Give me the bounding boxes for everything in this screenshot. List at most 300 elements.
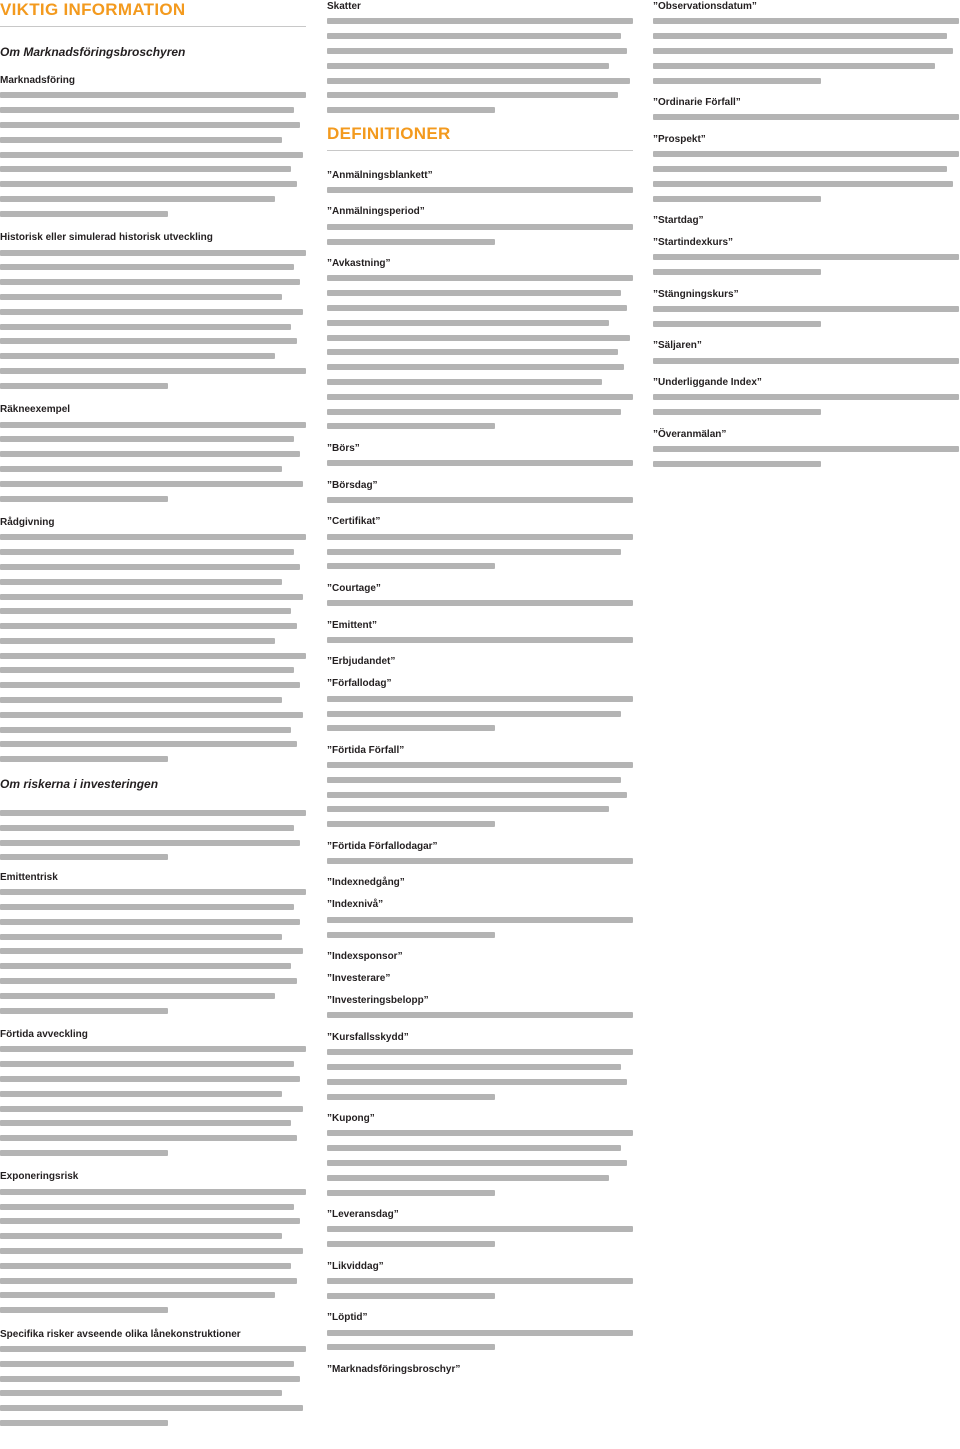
section-body [0, 245, 306, 393]
unread-text-bar [0, 196, 275, 202]
unread-text-line [327, 404, 633, 419]
section-body [0, 530, 306, 767]
definition-item [327, 442, 633, 471]
risk-section-title: Specifika risker avseende olika lånekonstruktioner [0, 1328, 241, 1340]
unread-text-bar [0, 653, 306, 659]
unread-text-line [0, 1131, 306, 1146]
unread-text-bar [327, 63, 609, 69]
definitions-heading: DEFINITIONER [327, 123, 451, 143]
definition-item [327, 1363, 633, 1377]
unread-text-line [327, 73, 633, 88]
unread-text-line [0, 364, 306, 379]
section-title: Räkneexempel [0, 404, 71, 416]
unread-text-line [327, 706, 633, 721]
unread-text-bar [0, 368, 306, 374]
definition-term: ”Marknadsföringsbroschyr” [327, 1363, 461, 1375]
definition-body [327, 596, 633, 611]
unread-text-bar [327, 762, 633, 768]
section-heading: VIKTIG INFORMATION [0, 0, 186, 19]
unread-text-bar [327, 1145, 621, 1151]
definition-term: ”Emittent” [327, 619, 377, 631]
unread-text-line [0, 619, 306, 634]
unread-text-line [0, 820, 306, 835]
unread-text-bar [0, 727, 291, 733]
definition-item [653, 133, 959, 206]
definition-term: ”Startindexkurs” [653, 236, 734, 248]
unread-text-bar [0, 1150, 168, 1156]
definition-item [327, 257, 633, 434]
unread-text-bar [0, 309, 303, 315]
unread-text-line [327, 271, 633, 286]
unread-text-bar [0, 889, 306, 895]
unread-text-line [0, 1371, 306, 1386]
section-title: Historisk eller simulerad historisk utveckling [0, 232, 213, 244]
unread-text-bar [327, 777, 621, 783]
unread-text-bar [653, 48, 953, 54]
unread-text-bar [327, 349, 618, 355]
unread-text-bar [0, 481, 303, 487]
definition-item [327, 1311, 633, 1355]
definition-item [327, 677, 633, 735]
unread-text-bar [0, 1346, 306, 1352]
unread-text-line [327, 1237, 633, 1252]
definition-item [653, 376, 959, 420]
definition-body [327, 912, 633, 942]
tax-title: Skatter [327, 1, 361, 12]
definition-item [327, 169, 633, 198]
unread-text-bar [327, 1330, 633, 1336]
unread-text-bar [0, 1278, 297, 1284]
unread-text-line [0, 1072, 306, 1087]
unread-text-bar [327, 305, 627, 311]
unread-text-bar [653, 321, 821, 327]
tax-body [327, 14, 633, 118]
unread-text-bar [0, 549, 294, 555]
definition-item [653, 236, 959, 280]
unread-text-line [327, 88, 633, 103]
unread-text-bar [0, 1233, 282, 1239]
unread-text-line [327, 219, 633, 234]
risk-intro-body [0, 806, 306, 865]
unread-text-line [327, 927, 633, 942]
unread-text-line [653, 191, 959, 206]
unread-text-bar [0, 810, 306, 816]
unread-text-bar [0, 854, 168, 860]
unread-text-line [0, 1303, 306, 1318]
unread-text-bar [0, 840, 300, 846]
unread-text-bar [0, 107, 294, 113]
unread-text-bar [327, 497, 633, 503]
unread-text-bar [0, 1263, 291, 1269]
unread-text-bar [0, 338, 297, 344]
definition-item [327, 840, 633, 869]
unread-text-bar [327, 725, 495, 731]
definition-body [653, 353, 959, 368]
unread-text-bar [0, 422, 306, 428]
definition-item [327, 994, 633, 1023]
unread-text-line [0, 432, 306, 447]
definition-term: ”Förfallodag” [327, 678, 392, 690]
definition-body [327, 493, 633, 508]
unread-text-bar [0, 181, 297, 187]
definition-body [327, 529, 633, 573]
unread-text-line [0, 417, 306, 432]
section-title: Rådgivning [0, 516, 55, 528]
unread-text-bar [327, 1094, 495, 1100]
definition-item [327, 582, 633, 611]
unread-text-line [0, 1401, 306, 1416]
unread-text-line [327, 1141, 633, 1156]
unread-text-bar [327, 1130, 633, 1136]
unread-text-line [0, 1086, 306, 1101]
unread-text-line [327, 1060, 633, 1075]
unread-text-bar [0, 1390, 282, 1396]
definition-term: ”Indexnedgång” [327, 877, 405, 889]
unread-text-bar [0, 1008, 168, 1014]
unread-text-line [0, 334, 306, 349]
section-body [0, 417, 306, 506]
definition-body [653, 302, 959, 332]
unread-text-bar [0, 152, 303, 158]
unread-text-line [327, 633, 633, 648]
unread-text-line [0, 663, 306, 678]
unread-text-bar [653, 196, 821, 202]
risk-section-body [0, 1342, 306, 1431]
unread-text-line [0, 103, 306, 118]
unread-text-bar [0, 1405, 303, 1411]
unread-text-line [327, 14, 633, 29]
unread-text-line [653, 73, 959, 88]
unread-text-bar [327, 917, 633, 923]
unread-text-line [0, 988, 306, 1003]
unread-text-line [327, 183, 633, 198]
unread-text-line [0, 589, 306, 604]
unread-text-line [0, 560, 306, 575]
unread-text-bar [653, 409, 821, 415]
definition-term: ”Indexsponsor” [327, 951, 403, 963]
unread-text-line [0, 290, 306, 305]
unread-text-bar [327, 1175, 609, 1181]
unread-text-bar [327, 637, 633, 643]
unread-text-line [327, 103, 633, 118]
unread-text-bar [0, 756, 168, 762]
unread-text-line [0, 1042, 306, 1057]
unread-text-bar [327, 1079, 627, 1085]
unread-text-bar [653, 269, 821, 275]
section-title: Marknadsföring [0, 75, 76, 86]
unread-text-line [0, 1214, 306, 1229]
definition-item [327, 898, 633, 942]
definition-body [327, 1222, 633, 1252]
unread-text-bar [0, 1091, 282, 1097]
unread-text-bar [0, 919, 300, 925]
risk-section-body [0, 885, 306, 1018]
unread-text-line [0, 974, 306, 989]
unread-text-bar [327, 711, 621, 717]
unread-text-line [327, 691, 633, 706]
unread-text-bar [327, 460, 633, 466]
unread-text-bar [653, 33, 947, 39]
unread-text-line [0, 944, 306, 959]
unread-text-bar [327, 394, 633, 400]
unread-text-line [0, 914, 306, 929]
unread-text-line [327, 1126, 633, 1141]
unread-text-bar [0, 825, 294, 831]
unread-text-line [0, 206, 306, 221]
unread-text-bar [0, 1106, 303, 1112]
definition-term: ”Likviddag” [327, 1260, 384, 1272]
unread-text-line [0, 707, 306, 722]
unread-text-bar [0, 211, 168, 217]
column-2 [327, 0, 633, 1385]
definition-item [327, 1112, 633, 1200]
unread-text-bar [327, 821, 495, 827]
unread-text-bar [653, 446, 959, 452]
risk-section [0, 1328, 306, 1431]
definition-body [327, 633, 633, 648]
unread-text-line [653, 110, 959, 125]
definition-item [327, 1260, 633, 1304]
unread-text-line [327, 544, 633, 559]
definition-body [327, 691, 633, 735]
unread-text-line [327, 286, 633, 301]
unread-text-bar [327, 563, 495, 569]
unread-text-line [0, 678, 306, 693]
unread-text-line [653, 353, 959, 368]
unread-text-line [0, 835, 306, 850]
unread-text-line [0, 275, 306, 290]
unread-text-line [0, 1258, 306, 1273]
definition-body [327, 758, 633, 832]
unread-text-bar [0, 353, 275, 359]
unread-text-line [327, 1274, 633, 1289]
definition-item [327, 205, 633, 249]
unread-text-line [653, 44, 959, 59]
unread-text-bar [653, 166, 947, 172]
definition-item [327, 619, 633, 648]
unread-text-bar [0, 451, 300, 457]
unread-text-bar [327, 18, 633, 24]
unread-text-bar [327, 549, 621, 555]
unread-text-line [327, 559, 633, 574]
unread-text-bar [327, 1012, 633, 1018]
unread-text-line [0, 752, 306, 767]
definition-term: ”Löptid” [327, 1312, 368, 1324]
unread-text-line [653, 147, 959, 162]
unread-text-line [653, 456, 959, 471]
unread-text-bar [0, 496, 168, 502]
definition-term: ”Observationsdatum” [653, 1, 757, 12]
definition-term: ”Förtida Förfallodagar” [327, 840, 438, 852]
definition-term: ”Investeringsbelopp” [327, 995, 429, 1007]
unread-text-line [0, 1101, 306, 1116]
unread-text-bar [653, 181, 953, 187]
unread-text-line [0, 177, 306, 192]
unread-text-line [0, 245, 306, 260]
unread-text-bar [327, 33, 621, 39]
unread-text-bar [327, 1344, 495, 1350]
unread-text-line [0, 447, 306, 462]
unread-text-bar [327, 320, 609, 326]
unread-text-bar [0, 166, 291, 172]
unread-text-line [653, 250, 959, 265]
unread-text-line [327, 360, 633, 375]
unread-text-bar [0, 383, 168, 389]
unread-text-line [327, 345, 633, 360]
unread-text-line [327, 315, 633, 330]
definition-item [327, 1031, 633, 1104]
unread-text-line [0, 304, 306, 319]
unread-text-bar [0, 608, 291, 614]
unread-text-line [327, 1288, 633, 1303]
unread-text-line [0, 378, 306, 393]
definition-item [653, 339, 959, 368]
definition-term: ”Ordinarie Förfall” [653, 96, 741, 108]
info-section [0, 403, 306, 506]
definition-item [327, 876, 633, 890]
definition-item [327, 972, 633, 986]
unread-text-line [0, 1229, 306, 1244]
unread-text-line [327, 389, 633, 404]
unread-text-line [327, 1170, 633, 1185]
unread-text-line [327, 854, 633, 869]
definition-term: ”Anmälningsblankett” [327, 169, 433, 181]
unread-text-bar [653, 78, 821, 84]
definition-body [653, 250, 959, 280]
risk-section [0, 1170, 306, 1317]
unread-text-bar [327, 379, 602, 385]
risk-section [0, 871, 306, 1018]
unread-text-line [327, 301, 633, 316]
unread-text-line [0, 604, 306, 619]
unread-text-line [327, 758, 633, 773]
definition-body [327, 219, 633, 249]
unread-text-line [0, 1416, 306, 1431]
unread-text-bar [0, 324, 291, 330]
unread-text-bar [653, 18, 959, 24]
unread-text-line [0, 900, 306, 915]
definition-item [327, 515, 633, 573]
unread-text-bar [327, 534, 633, 540]
unread-text-line [0, 1356, 306, 1371]
definition-body [327, 1274, 633, 1304]
definition-term: ”Anmälningsperiod” [327, 206, 425, 218]
unread-text-line [653, 162, 959, 177]
definition-body [653, 390, 959, 420]
risk-section-title: Exponeringsrisk [0, 1171, 79, 1183]
unread-text-bar [0, 1248, 303, 1254]
definition-term: ”Prospekt” [653, 133, 706, 145]
risk-section [0, 1028, 306, 1160]
unread-text-bar [0, 682, 300, 688]
unread-text-line [0, 118, 306, 133]
definition-term: ”Börs” [327, 442, 360, 454]
unread-text-bar [0, 1218, 300, 1224]
unread-text-bar [327, 1160, 627, 1166]
unread-text-line [327, 721, 633, 736]
risk-section-body [0, 1042, 306, 1160]
definition-item [653, 428, 959, 472]
unread-text-line [653, 176, 959, 191]
unread-text-line [0, 319, 306, 334]
unread-text-line [327, 1074, 633, 1089]
definition-term: ”Erbjudandet” [327, 656, 396, 668]
definition-item [327, 950, 633, 964]
unread-text-line [327, 787, 633, 802]
unread-text-bar [0, 1420, 168, 1426]
unread-text-line [0, 147, 306, 162]
unread-text-bar [0, 534, 306, 540]
unread-text-bar [0, 294, 282, 300]
unread-text-line [0, 162, 306, 177]
unread-text-line [0, 1146, 306, 1161]
unread-text-line [0, 959, 306, 974]
unread-text-line [327, 529, 633, 544]
unread-text-line [0, 648, 306, 663]
unread-text-bar [327, 224, 633, 230]
unread-text-line [327, 375, 633, 390]
unread-text-line [0, 722, 306, 737]
unread-text-bar [0, 1204, 294, 1210]
definition-term: ”Kursfallsskydd” [327, 1031, 409, 1043]
unread-text-line [327, 1008, 633, 1023]
definition-term: ”Säljaren” [653, 340, 702, 352]
unread-text-line [327, 1089, 633, 1104]
definition-item [327, 744, 633, 832]
definition-body [327, 854, 633, 869]
unread-text-line [327, 456, 633, 471]
unread-text-line [0, 88, 306, 103]
unread-text-bar [327, 1226, 633, 1232]
unread-text-line [0, 634, 306, 649]
unread-text-line [327, 802, 633, 817]
unread-text-bar [0, 564, 300, 570]
unread-text-bar [0, 1189, 306, 1195]
risk-section-body [0, 1184, 306, 1317]
unread-text-bar [653, 151, 959, 157]
definition-body [327, 1126, 633, 1200]
unread-text-bar [327, 600, 633, 606]
unread-text-bar [0, 904, 294, 910]
definition-body [653, 147, 959, 206]
unread-text-line [653, 390, 959, 405]
unread-text-line [0, 1184, 306, 1199]
unread-text-bar [327, 409, 621, 415]
unread-text-line [0, 462, 306, 477]
definition-body [327, 456, 633, 471]
unread-text-line [0, 929, 306, 944]
definition-body [327, 183, 633, 198]
unread-text-bar [327, 187, 633, 193]
unread-text-line [653, 265, 959, 280]
column-1 [0, 0, 306, 1440]
unread-text-line [0, 806, 306, 821]
unread-text-line [0, 1273, 306, 1288]
definition-body [327, 1045, 633, 1104]
unread-text-line [0, 530, 306, 545]
definition-item [327, 1208, 633, 1252]
unread-text-line [653, 442, 959, 457]
unread-text-line [0, 574, 306, 589]
definition-body [327, 1325, 633, 1355]
unread-text-bar [0, 1307, 168, 1313]
unread-text-bar [0, 623, 297, 629]
unread-text-line [653, 58, 959, 73]
unread-text-bar [0, 697, 282, 703]
unread-text-bar [327, 792, 627, 798]
definition-term: ”Indexnivå” [327, 899, 384, 911]
definition-term: ”Courtage” [327, 582, 381, 594]
